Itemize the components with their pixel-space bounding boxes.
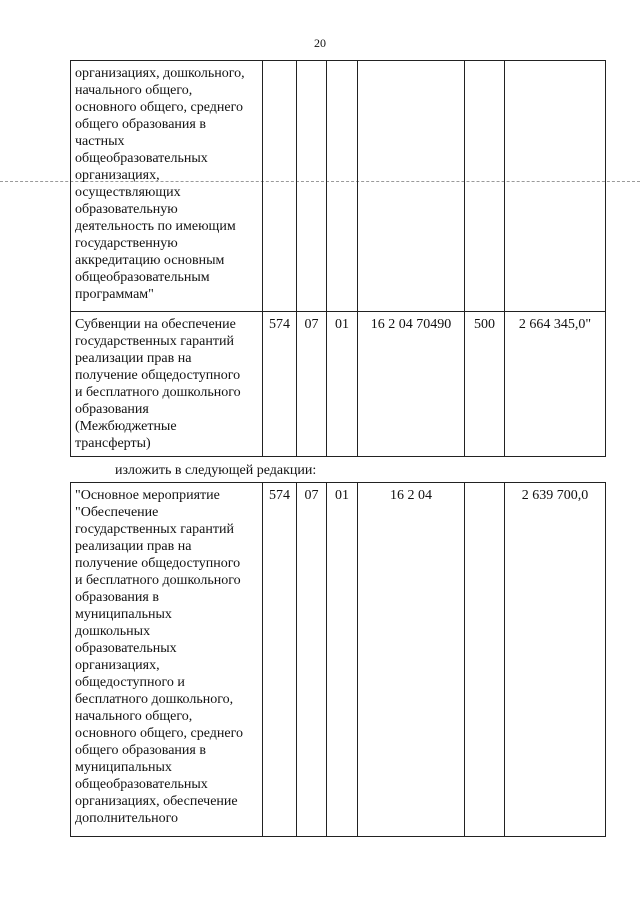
row-description: "Основное мероприятие "Обеспечение государственных гарантий реализации прав на получение общедоступного и бесплатного дошкольного образования в муниципальных дошкольных образовательных организациях, общедоступного и бесплатного дошкольного, начального общего, основного общего, среднего общего образования в муниципальных общеобразовательных организациях, обеспечение дополнительного [71, 483, 263, 837]
cell-ministry [263, 61, 297, 312]
cell-amount: 2 639 700,0 [505, 483, 606, 837]
table-row [71, 483, 606, 837]
cell-target-article [358, 61, 465, 312]
cell-section [297, 61, 327, 312]
table-row [71, 312, 606, 457]
cell-subsection [327, 61, 358, 312]
cell-expense-type: 500 [465, 312, 505, 457]
cell-subsection: 01 [327, 312, 358, 457]
page-number: 20 [314, 36, 326, 50]
budget-table-new-edition [70, 482, 606, 837]
cell-expense-type [465, 61, 505, 312]
cell-ministry: 574 [263, 483, 297, 837]
cell-target-article: 16 2 04 [358, 483, 465, 837]
cell-expense-type [465, 483, 505, 837]
instruction-text: изложить в следующей редакции: [115, 463, 317, 478]
cell-amount [505, 61, 606, 312]
row-description: Субвенции на обеспечение государственных гарантий реализации прав на получение общедоступного и бесплатного дошкольного образования (Межбюджетные трансферты) [71, 312, 263, 457]
cell-subsection: 01 [327, 483, 358, 837]
cell-amount: 2 664 345,0" [505, 312, 606, 457]
cell-section: 07 [297, 483, 327, 837]
cell-section: 07 [297, 312, 327, 457]
row-description: организациях, дошкольного, начального общего, основного общего, среднего общего образования в частных общеобразовательных организациях, осуществляющих образовательную деятельность по имеющим государственную аккредитацию основным общеобразовательным программам" [71, 61, 263, 312]
cell-target-article: 16 2 04 70490 [358, 312, 465, 457]
budget-table-continued [70, 60, 606, 457]
cell-ministry: 574 [263, 312, 297, 457]
table-row [71, 61, 606, 312]
